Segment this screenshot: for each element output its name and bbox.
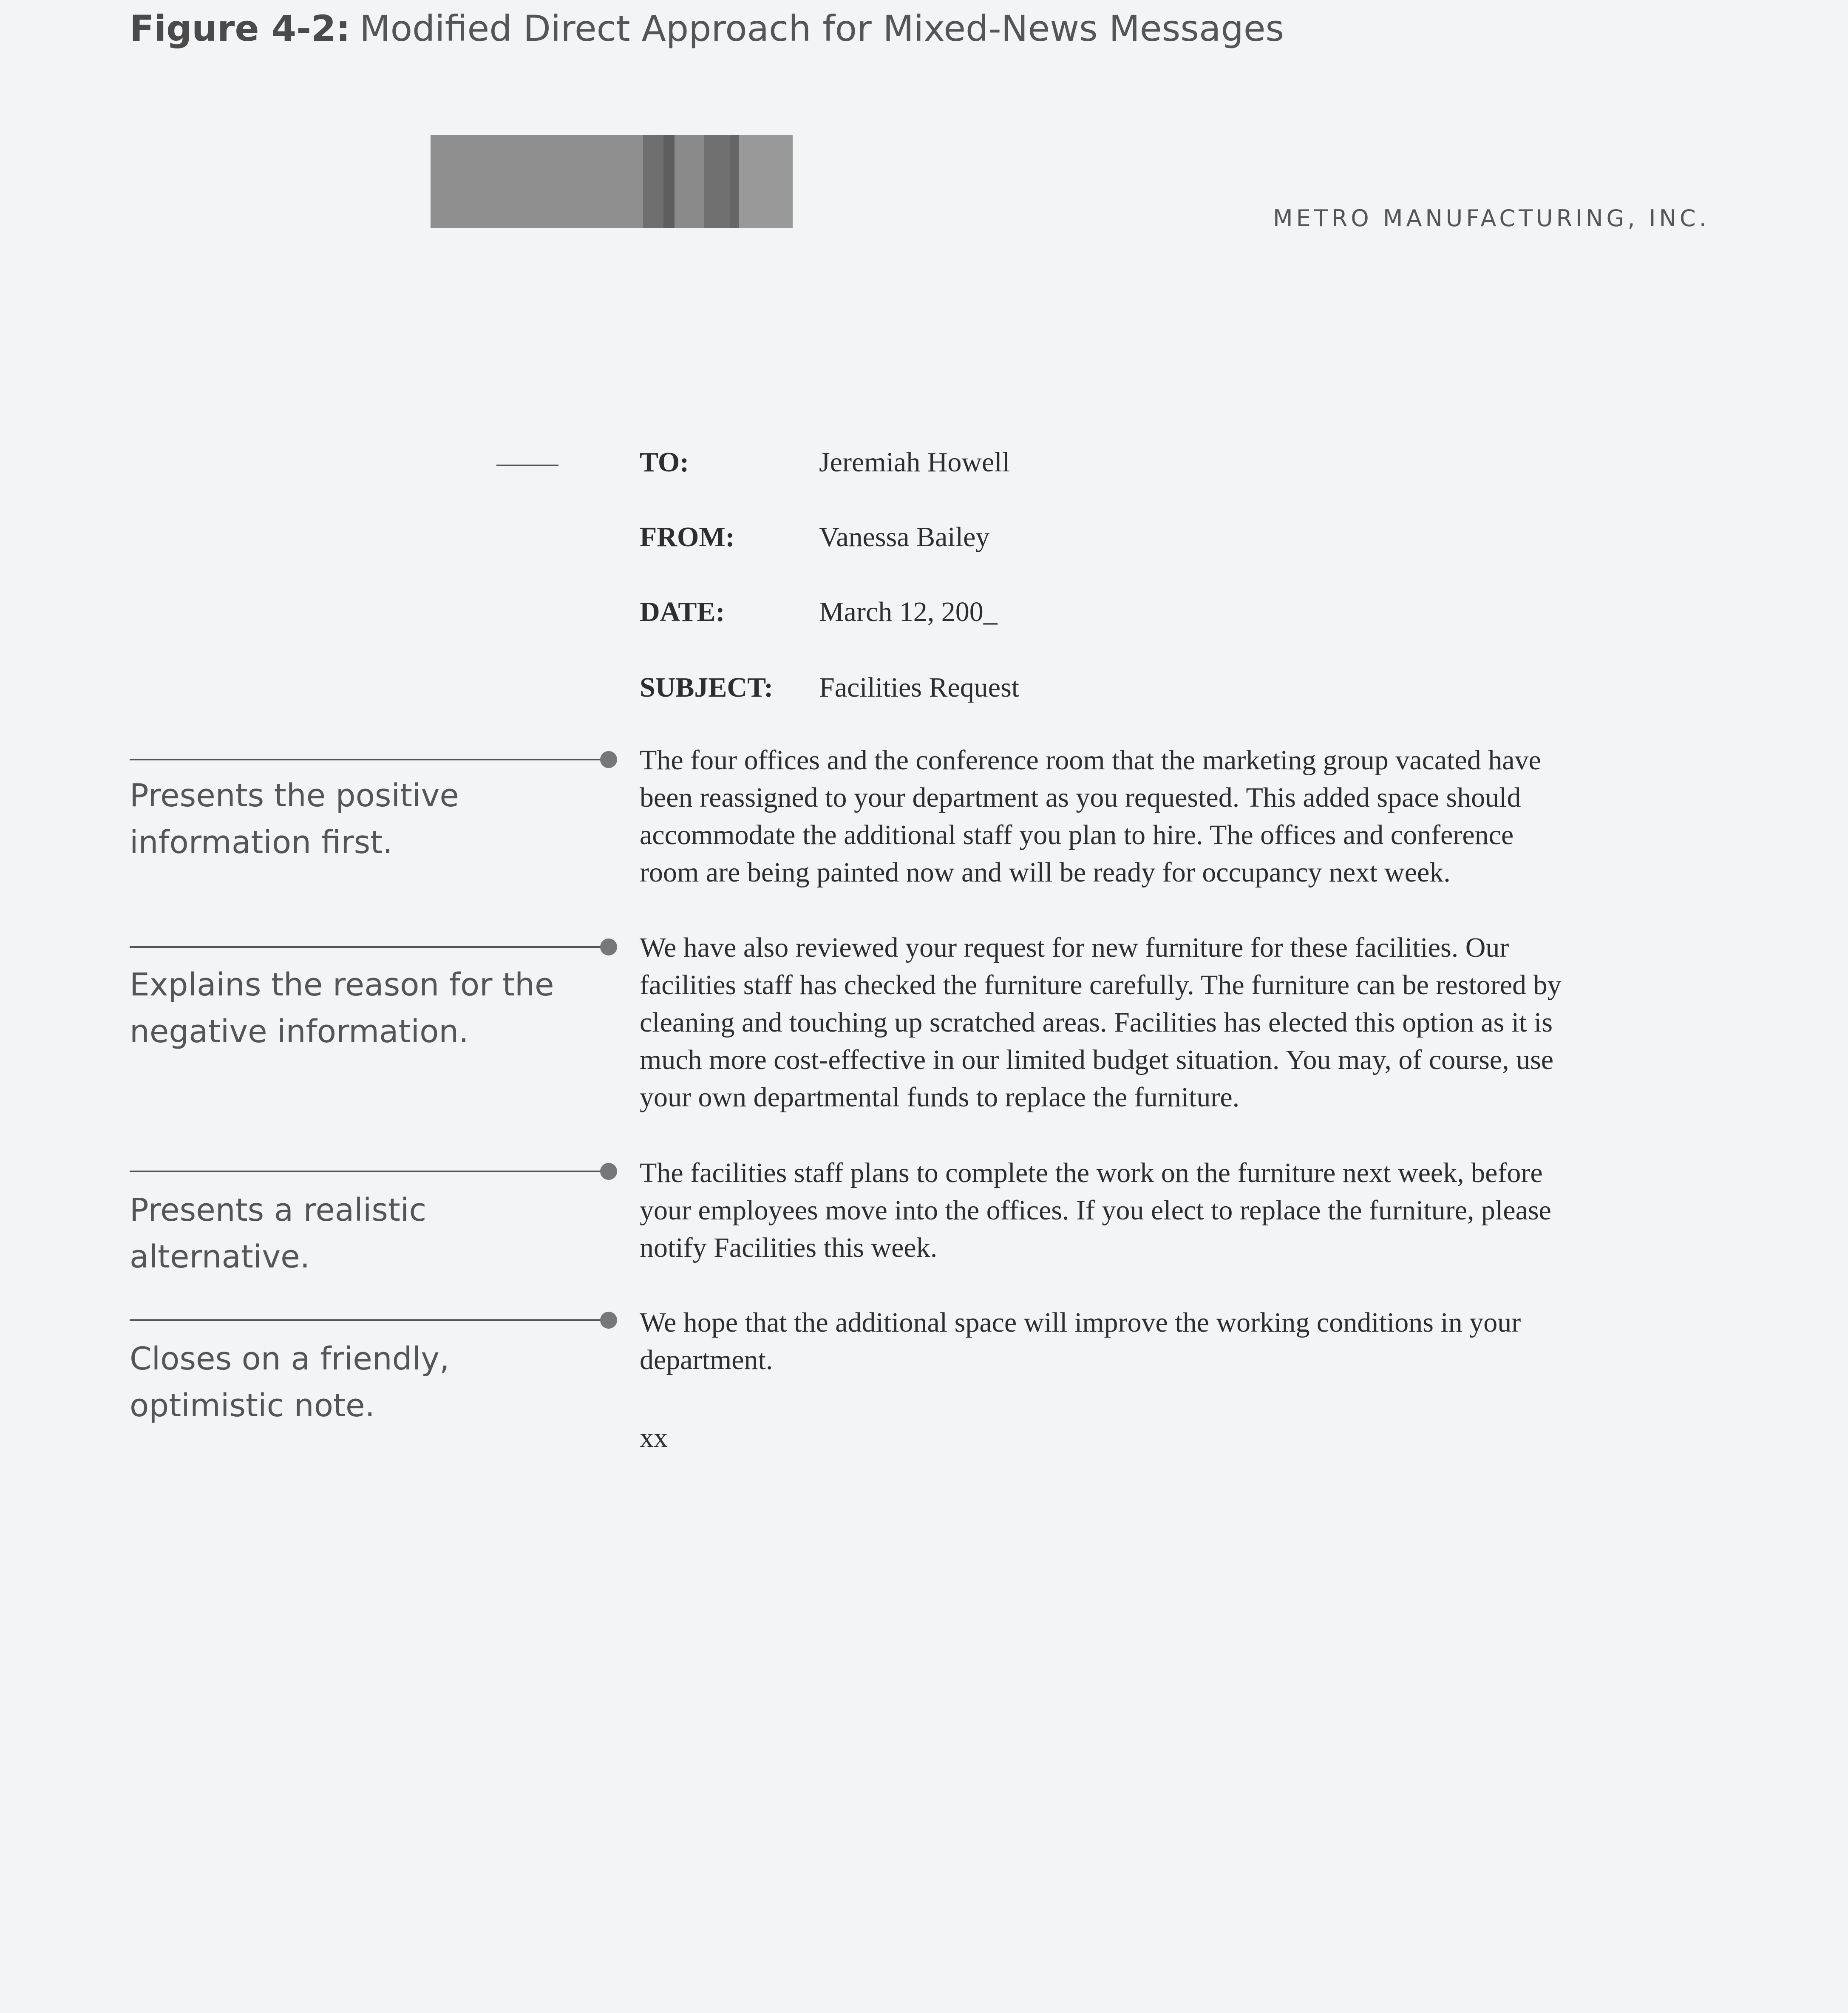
text-line: your employees move into the offices. If you elect to replace the furniture, please — [640, 1195, 1551, 1226]
subject-label: SUBJECT: — [640, 672, 774, 703]
text-line: accommodate the additional staff you plan to hire. The offices and conference — [640, 819, 1514, 851]
text-line: We hope that the additional space will improve the working conditions in your — [640, 1307, 1521, 1338]
callout-dot — [600, 938, 617, 955]
annotation-realistic-alternative — [130, 1187, 426, 1280]
date-value: March 12, 200_ — [819, 596, 998, 627]
text-line: We have also reviewed your request for new furniture for these facilities. Our — [640, 932, 1509, 963]
subject-value: Facilities Request — [819, 672, 1020, 703]
text-line: facilities staff has checked the furniture carefully. The furniture can be restored by — [640, 970, 1562, 1001]
text-line: notify Facilities this week. — [640, 1232, 938, 1263]
figure-title — [130, 8, 1284, 49]
callout-line — [130, 759, 601, 760]
callout-dot — [600, 751, 617, 768]
to-label: TO: — [640, 447, 689, 478]
company-name: METRO MANUFACTURING, INC. — [1273, 205, 1710, 232]
callout-dot — [600, 1163, 617, 1180]
figure-label: Figure 4-2: — [130, 8, 351, 49]
text-line: The four offices and the conference room that the marketing group vacated have — [640, 745, 1541, 776]
annotation-explains-reason — [130, 961, 554, 1055]
from-label: FROM: — [640, 522, 735, 553]
annotation-line: Explains the reason for the — [130, 967, 554, 1003]
annotation-line: Presents the positive — [130, 777, 459, 814]
annotation-line: Closes on a friendly, — [130, 1341, 450, 1377]
text-line: cleaning and touching up scratched areas. Facilities has elected this option as it is — [640, 1007, 1553, 1038]
annotation-line: alternative. — [130, 1239, 310, 1275]
signoff-initials: xx — [640, 1422, 668, 1453]
annotation-positive-first — [130, 772, 459, 866]
to-value: Jeremiah Howell — [819, 447, 1010, 478]
text-line: your own departmental funds to replace the furniture. — [640, 1082, 1240, 1113]
to-indicator-dash — [496, 465, 558, 466]
callout-line — [130, 1319, 601, 1321]
text-line: room are being painted now and will be ready for occupancy next week. — [640, 857, 1451, 888]
text-line: much more cost-effective in our limited budget situation. You may, of course, use — [640, 1044, 1554, 1075]
annotation-line: negative information. — [130, 1013, 469, 1050]
text-line: department. — [640, 1344, 773, 1375]
callout-dot — [600, 1312, 617, 1329]
text-line: been reassigned to your department as you requested. This added space should — [640, 782, 1521, 813]
body-paragraph-3 — [640, 1154, 1689, 1267]
callout-line — [130, 1171, 601, 1172]
body-paragraph-4 — [640, 1304, 1689, 1379]
from-value: Vanessa Bailey — [819, 522, 990, 553]
annotation-friendly-close — [130, 1335, 450, 1429]
annotation-line: information first. — [130, 824, 393, 861]
date-label: DATE: — [640, 596, 725, 627]
figure-caption: Modified Direct Approach for Mixed-News Messages — [360, 8, 1284, 49]
annotation-line: optimistic note. — [130, 1387, 375, 1424]
annotation-line: Presents a realistic — [130, 1192, 427, 1228]
text-line: The facilities staff plans to complete the work on the furniture next week, before — [640, 1157, 1543, 1188]
callout-line — [130, 946, 601, 948]
body-paragraph-1 — [640, 742, 1689, 891]
company-logo — [431, 135, 793, 228]
body-paragraph-2 — [640, 929, 1689, 1116]
